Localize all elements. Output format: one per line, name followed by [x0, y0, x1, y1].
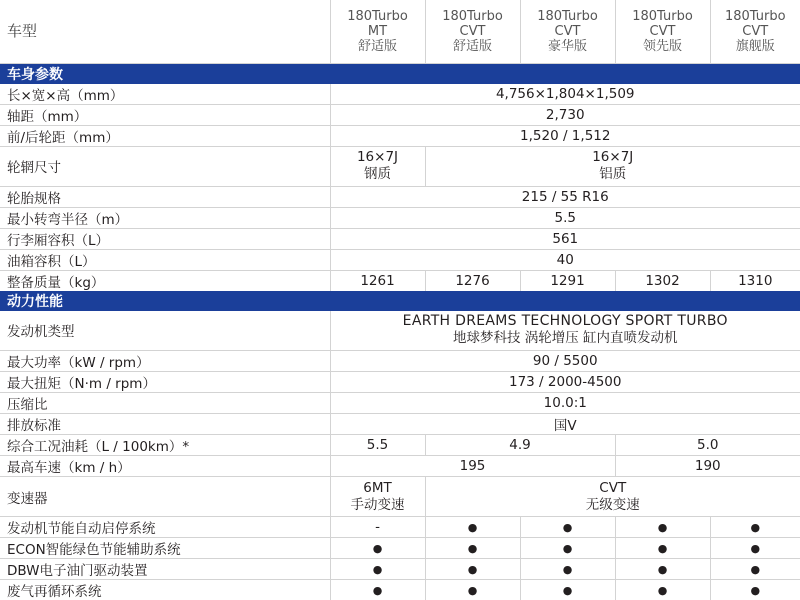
transmission-code: 6MT: [363, 479, 392, 496]
row-label: ECON智能绿色节能辅助系统: [0, 538, 330, 559]
row-label: 最大扭矩（N·m / rpm）: [0, 372, 330, 393]
table-row: [0, 311, 800, 351]
row-label: 前/后轮距（mm）: [0, 125, 330, 146]
row-value: 1261: [330, 270, 425, 291]
availability-mark: ●: [710, 538, 800, 559]
rim-material: 钢质: [364, 166, 391, 182]
rim-material: 铝质: [599, 166, 627, 182]
model-name: 180Turbo: [632, 8, 693, 24]
row-value: 1,520 / 1,512: [330, 125, 800, 146]
model-column-header: [330, 0, 425, 63]
table-row: [0, 559, 800, 580]
row-value: 国V: [330, 414, 800, 435]
table-row: [0, 186, 800, 207]
availability-mark: ●: [520, 517, 615, 538]
row-value: 90 / 5500: [330, 351, 800, 372]
row-value: 2,730: [330, 104, 800, 125]
table-row: [0, 372, 800, 393]
row-value: 1276: [425, 270, 520, 291]
row-value: 1310: [710, 270, 800, 291]
engine-value: [330, 311, 800, 351]
section-header-body: [0, 63, 800, 84]
row-label: 轮辋尺寸: [0, 146, 330, 186]
table-row: [0, 207, 800, 228]
row-value: 4.9: [425, 435, 615, 456]
table-row: [0, 580, 800, 600]
availability-mark: ●: [425, 538, 520, 559]
model-column-header: [520, 0, 615, 63]
model-trim: 领先版: [642, 38, 682, 54]
availability-mark: ●: [710, 517, 800, 538]
table-row: [0, 414, 800, 435]
availability-mark: ●: [425, 517, 520, 538]
table-row: [0, 84, 800, 105]
row-label: 长×宽×高（mm）: [0, 84, 330, 105]
availability-mark: -: [330, 517, 425, 538]
transmission-type: 无级变速: [585, 496, 640, 513]
availability-mark: ●: [615, 559, 710, 580]
row-value: 215 / 55 R16: [330, 186, 800, 207]
table-row: [0, 517, 800, 538]
model-transmission: CVT: [649, 23, 676, 39]
row-label: 轮胎规格: [0, 186, 330, 207]
model-name: 180Turbo: [537, 8, 598, 24]
availability-mark: ●: [425, 580, 520, 600]
model-name: 180Turbo: [724, 8, 786, 24]
row-value: 5.5: [330, 435, 425, 456]
table-row: [0, 456, 800, 477]
row-value: 5.5: [330, 207, 800, 228]
section-title: 车身参数: [0, 63, 800, 84]
model-column-header: [710, 0, 800, 63]
table-row: [0, 393, 800, 414]
model-column-header: [425, 0, 520, 63]
table-row: [0, 249, 800, 270]
table-row: [0, 538, 800, 559]
availability-mark: ●: [425, 559, 520, 580]
row-label: DBW电子油门驱动装置: [0, 559, 330, 580]
table-row: [0, 104, 800, 125]
availability-mark: ●: [615, 517, 710, 538]
row-label: 压缩比: [0, 393, 330, 414]
model-transmission: CVT: [554, 23, 581, 39]
availability-mark: ●: [520, 559, 615, 580]
row-label: 整备质量（kg）: [7, 274, 105, 291]
section-header-power: [0, 291, 800, 311]
table-row: [0, 146, 800, 186]
table-row: [0, 125, 800, 146]
model-label: 车型: [0, 0, 330, 63]
model-transmission: CVT: [742, 23, 769, 39]
row-value: 1291: [520, 270, 615, 291]
row-label: 废气再循环系统: [7, 584, 102, 600]
model-name: 180Turbo: [442, 8, 503, 24]
transmission-code: CVT: [599, 479, 627, 496]
model-trim: 舒适版: [452, 38, 492, 54]
table-row: [0, 270, 800, 291]
row-value: 561: [330, 228, 800, 249]
table-row: [0, 477, 800, 517]
availability-mark: ●: [710, 559, 800, 580]
rim-size: 16×7J: [356, 149, 399, 165]
availability-mark: ●: [330, 580, 425, 600]
rim-size: 16×7J: [592, 149, 634, 165]
availability-mark: ●: [615, 538, 710, 559]
row-value: 5.0: [615, 435, 800, 456]
model-trim: 舒适版: [357, 38, 397, 54]
row-label: 油箱容积（L）: [0, 249, 330, 270]
availability-mark: ●: [520, 538, 615, 559]
row-value: 173 / 2000-4500: [330, 372, 800, 393]
availability-mark: ●: [520, 580, 615, 600]
row-label: 发动机类型: [0, 311, 330, 351]
availability-mark: ●: [710, 580, 800, 600]
row-label: 最大功率（kW / rpm）: [0, 351, 330, 372]
table-row: [0, 435, 800, 456]
transmission-cvt-value: [425, 477, 800, 517]
model-column-header: [615, 0, 710, 63]
rim-cvt-value: [425, 146, 800, 186]
engine-name-cn: 地球梦科技 涡轮增压 缸内直喷发动机: [452, 330, 678, 347]
rim-mt-value: [330, 146, 425, 186]
row-value: 190: [615, 456, 800, 477]
row-label: 发动机节能自动启停系统: [0, 517, 330, 538]
table-row: [0, 351, 800, 372]
row-value: 4,756×1,804×1,509: [330, 84, 800, 105]
model-transmission: CVT: [459, 23, 486, 39]
row-label: 综合工况油耗（L / 100km）*: [0, 435, 330, 456]
row-label: 行李厢容积（L）: [0, 228, 330, 249]
row-label: 最小转弯半径（m）: [0, 207, 330, 228]
row-value: 10.0:1: [330, 393, 800, 414]
row-label: 轴距（mm）: [0, 104, 330, 125]
model-transmission: MT: [367, 23, 388, 39]
row-value: 195: [330, 456, 615, 477]
row-value: 1302: [615, 270, 710, 291]
row-label: 排放标准: [0, 414, 330, 435]
row-label: 最高车速（km / h）: [0, 456, 330, 477]
transmission-type: 手动变速: [350, 496, 405, 513]
section-title: 动力性能: [0, 291, 800, 311]
engine-name-en: EARTH DREAMS TECHNOLOGY SPORT TURBO: [402, 313, 728, 330]
transmission-mt-value: [330, 477, 425, 517]
model-header-row: [0, 0, 800, 63]
model-trim: 豪华版: [547, 38, 587, 54]
row-label: 变速器: [0, 477, 330, 517]
availability-mark: ●: [330, 538, 425, 559]
model-name: 180Turbo: [347, 8, 408, 24]
table-row: [0, 228, 800, 249]
model-trim: 旗舰版: [735, 38, 775, 54]
availability-mark: ●: [615, 580, 710, 600]
availability-mark: ●: [330, 559, 425, 580]
row-value: 40: [330, 249, 800, 270]
